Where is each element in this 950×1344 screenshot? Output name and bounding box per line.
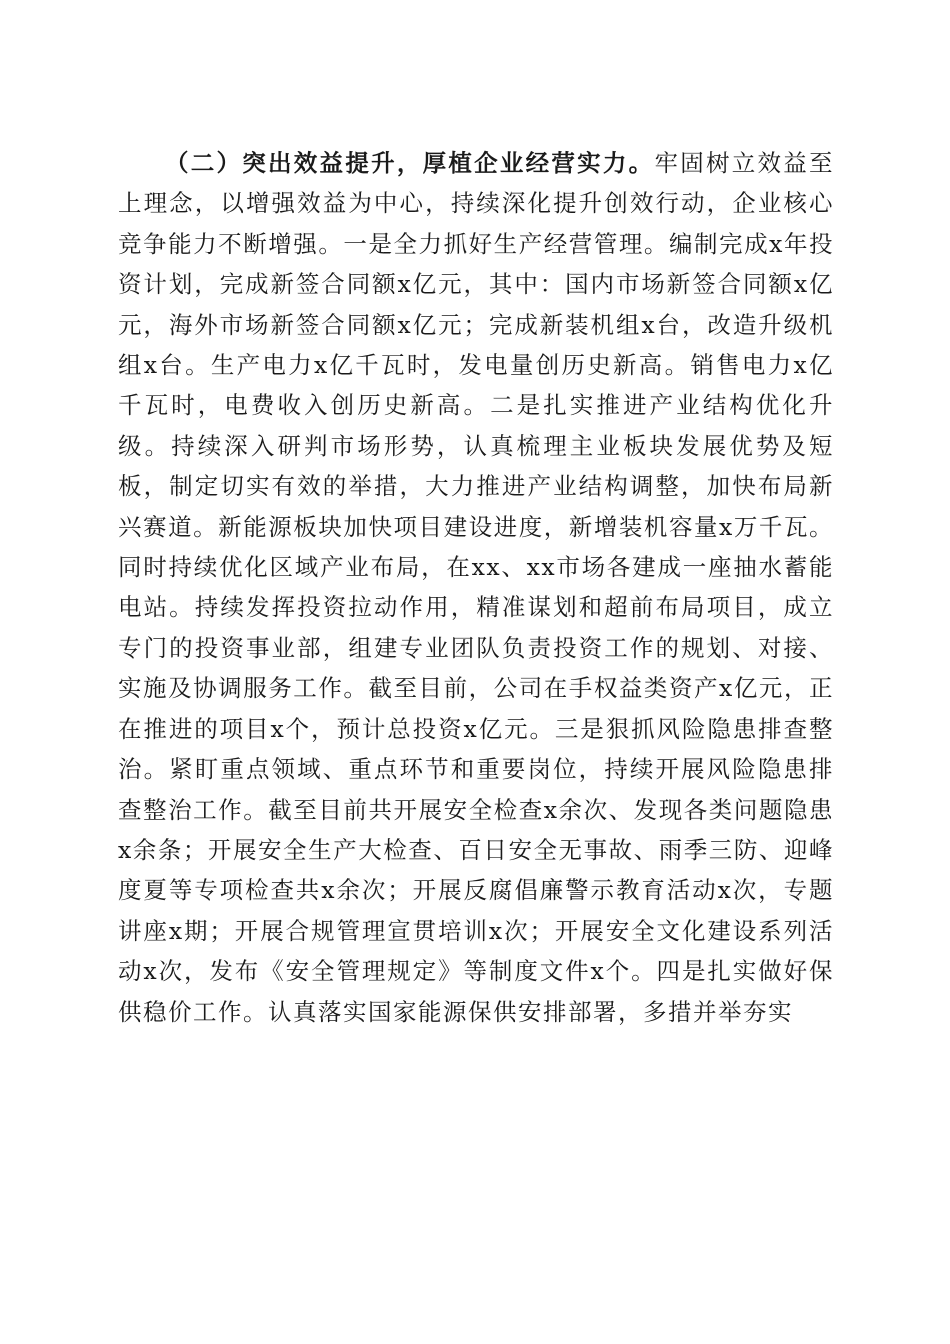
document-body [118, 143, 834, 1032]
paragraph-text: 牢固树立效益至上理念，以增强效益为中心，持续深化提升创效行动，企业核心竞争能力不断增强。一是全力抓好生产经营管理。编制完成x年投资计划，完成新签合同额x亿元，其中：国内市场新签合同额x亿元，海外市场新签合同额x亿元；完成新装机组x台，改造升级机组x台。生产电力x亿千瓦时，发电量创历史新高。销售电力x亿千瓦时，电费收入创历史新高。二是扎实推进产业结构优化升级。持续深入研判市场形势，认真梳理主业板块发展优势及短板，制定切实有效的举措，大力推进产业结构调整，加快布局新兴赛道。新能源板块加快项目建设进度，新增装机容量x万千瓦。同时持续优化区域产业布局，在xx、xx市场各建成一座抽水蓄能电站。持续发挥投资拉动作用，精准谋划和超前布局项目，成立专门的投资事业部，组建专业团队负责投资工作的规划、对接、实施及协调服务工作。截至目前，公司在手权益类资产x亿元，正在推进的项目x个，预计总投资x亿元。三是狠抓风险隐患排查整治。紧盯重点领域、重点环节和重要岗位，持续开展风险隐患排查整治工作。截至目前共开展安全检查x余次、发现各类问题隐患x余条；开展安全生产大检查、百日安全无事故、雨季三防、迎峰度夏等专项检查共x余次；开展反腐倡廉警示教育活动x次，专题讲座x期；开展合规管理宣贯培训x次；开展安全文化建设系列活动x次，发布《安全管理规定》等制度文件x个。四是扎实做好保供稳价工作。认真落实国家能源保供安排部署，多措并举夯实 [118, 149, 835, 1026]
paragraph [118, 143, 834, 1032]
paragraph-heading: （二）突出效益提升，厚植企业经营实力。 [165, 149, 655, 177]
